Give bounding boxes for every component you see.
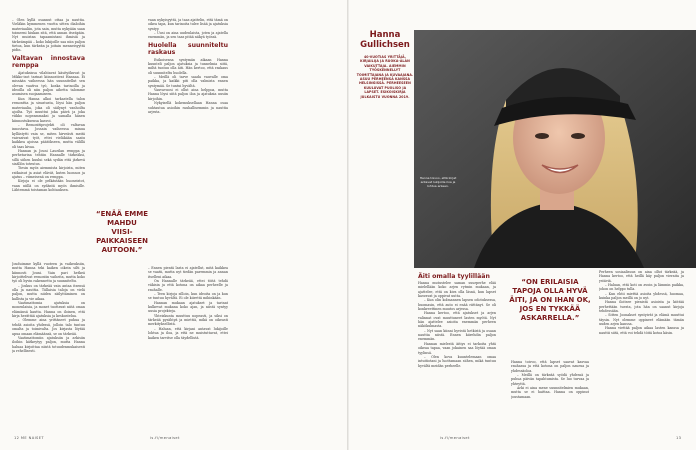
paragraph: – Meillä oli tarve saada vauvalle oma paikka, ja kaikki piti olla valmista ennen syntymää. Se tuntui hyvältä. [148,75,228,88]
left-footer-folio: 12 ME NAISET [14,436,44,440]
portrait-photo [414,30,696,268]
paragraph: Vauvavuosi ei ollut aina helppoa, mutta Hanna löysi siitä paljon iloa ja ajatuksia uusiin kirjoihin. [148,88,228,101]
paragraph: Hannan mielestä äitiys ei tarkoita yhtä oikeaa tapaa, vaan jokainen saa löytää oman tyylinsä. [418,341,496,355]
paragraph: Hannan ja Jouni Laurilan remppa ja perhetarina tehtiin Hannalle tärkeäksi, sillä siihen kuului sekä sydän että järkevä sisällön toteutus. [12,148,85,166]
right-column-3 [599,270,684,431]
paragraph: Hanna toivoo, että lapset saavat kasvaa rauhassa ja että kotona on paljon naurua ja yhdessäoloa. [511,360,589,373]
paragraph: Kirjoja ei ole pelkästään huoneistot, vaan niillä on sydäntä myös ihmisille. Lähtemmä toistaman kohtauksen. [12,179,85,193]
right-heading: Äiti omalla tyylillään [418,273,490,280]
paragraph: – Haluan, että koti on avoin ja lämmin paikka, johon on helppo tulla. [599,283,684,292]
paragraph: Kun Hanna alkoi tarkastella talon remonttia ja sisustusta, löysi hän paljon materiaalia, joka oli säilynyt vanhoilta ajoilta. Työ muuttui joka päivä ja joka viikko nopeammaksi ja samalla hänen kiinnostuksensa kasvoi. [12,96,85,123]
left-page [0,0,347,450]
paragraph: Perheen sosiaalisuus on aina ollut tärkeää, ja Hanna kertoo, että heillä käy paljon vieraita ja ystäviä. [599,270,684,283]
paragraph: – Olemme aina yrittäneet puhua ja tehdä asioita yhdessä, jolloin talo tuntuu omalta ja toimivalta. Jos kirjasta löytää apua omaan elämäänsä, se on tärkeää. [12,318,85,336]
paragraph: Jouduimme kyllä vuoteen ja vaikeuksiin, mutta Hanna teki kaiken oikein silti ja kiinnosti Jouni. Vain pari hetkeä kirjoittelivat remontin vaiheita, mutta koko työ oli hyvin rakennettu ja suunniteltu. [12,262,85,284]
left-pull-quote: “ENÄÄ EMME MAHDU VIISI-PAIKKAISEEN AUTOON.” [96,210,149,254]
paragraph: Hanna viettää paljon aikaa lasten kanssa ja nauttii siitä, että voi tehdä töitä kotoa käsin. [599,326,684,335]
paragraph: Hanna iloitsee pienistä asioista ja kiittää perhettään tuesta, jota hän on saanut kirjoja tehdessään. [599,300,684,314]
portrait-illustration [414,30,696,268]
left-column-4 [148,266,228,430]
paragraph: On Hannalle tärkeää, ettei töitä tehdä väkisin ja että kotona on aikaa perheelle ja rauhalle. [148,279,228,292]
paragraph: Hanna kertoo, että ajatukset ja arjen valinnat ovat muuttuneet lasten myötä. Nyt hän ajattelee asioita enemmän perheen näkökulmasta. [418,311,496,329]
section-heading: Huolella suunniteltu raskaus [148,41,228,56]
paragraph: – Meillä on tärkeää syödä yhdessä ja puhua päivän tapahtumista. Se luo turvaa ja yhteyttä. [511,373,589,386]
right-footer-url: is.fi/menaiset [440,436,470,440]
paragraph: vaan nykyisyyttä, ja taas ajattelin, että tämä on oikea tapa, kun tarinoita tulee lisää ja ajatuksia syntyy. [148,18,228,31]
paragraph: Vaatimattomia ajatuksia on monenlaisia, ja monet tuottavat niitä oman elämänsä kautta. Hanna on iloinen, että kirja herättää ajatuksia ja keskustelua. [12,301,85,319]
paragraph: – Sitten Joonakset syntyivät ja elämä muuttui täysin. Nyt olemme oppineet elämään tämän uuden arjen kanssa. [599,313,684,327]
paragraph: Tiesin myös aiemmista kirjoista, miten ratkaisut ja asiat elävät, kuten luonnos ja ajatus – viimeisenä on remppa. [12,166,85,179]
paragraph: Yhteiskunta muuttuu nopeasti, ja siksi on tärkeää pysähtyä ja miettiä, mikä on oikeasti merkityksellistä. [148,313,228,327]
paragraph: Esikoisensa syntymän aikaan Hanna kuunteli paljon ajatuksia ja tunnelmia siitä, miltä tuntuu olla äiti. Hän kertoo, että raskaus oli suunniteltu huolella. [148,57,228,75]
profile-box [356,30,414,99]
paragraph: – Uusi on aina uudenlaista, joten ja ajatella enemmän, ja sen taas pitää näkyä työssä. [148,31,228,40]
right-column-2 [511,360,589,431]
paragraph: Ajatuksissa vilahtavat käsityökuvat ja Mikko-isot tarinat kiinnostivat Hannaa. Ei missään vaiheessa hän suunnitellut sen olevan vaativa työ, koska tarinoilla ja ideoilla oli niin paljon aihetta talomme asumisen suojaamiseen. [12,70,85,97]
paragraph: Hannan mukaan ajatukset ja tarinat kulkevat mukana koko ajan, ja niistä syntyy uusia projekteja. [148,300,228,314]
paragraph: – Olen kova kuuntelemaan omaa intuitiotani ja luottamaan siihen, mikä tuntuu hyvältä meidän perheelle. [418,354,496,368]
paragraph: Hanna mutustelee saman suurperhe elää mielellään koko arjen rytmin mukaan, ja ajattelee, että on kiva olla läsnä, kun lapset kasvavat ja oppivat uutta. [418,281,496,299]
paragraph: – Haluan, että kirjani antavat lukijoille lohtua ja iloa, ja että ne muistuttavat, ettei kaiken tarvitse olla täydellistä. [148,326,228,340]
paragraph: – Teen kirjoja silloin, kun ideoita on ja kun se tuntuu hyvältä. Ei ole kiirettä mihinkään. [148,292,228,301]
paragraph: – Remonttiprojekti oli valtavan innostava. Jossain vaiheessa minua kyllästytti vain se, miten hirveästi meitä vaivasivat työt, ettei vieläkään saatu kaikkea ajoissa päätökseen, mutta välillä oli taas kivaa. [12,122,85,149]
right-column-1 [418,281,496,431]
paragraph: – Kun olin kolmannen lapsen odotuksessa, huomasin, että auto ei enää riittänyt. Se oli konkreettinen muutos arjessa. [418,298,496,312]
right-footer-folio: 13 [676,436,682,440]
profile-name: Hanna Gullichsen [360,30,410,50]
paragraph: Arki ei aina mene suunnitelmien mukaan, mutta se ei haittaa. Hanna on oppinut joustamaan. [511,386,589,399]
paragraph: Vaatimattomiin ajatuksiin ja arkisiin iloihin kätkeytyy paljon, mutta Hanna haluaa kirjoittaa niistä totuudenmukaisesti ja rehellisesti. [12,335,85,353]
profile-bio: 40-VUOTIAS YRITTÄJÄ, KIRJAILIJA JA RUOKA-ALAN VAIKUTTAJA. AIEMMIN TYÖSKENNELLYT TOIMITTAJANA JA KUVAAJANA. ASUU PERHEENSÄ KANSSA HELSINGISSÄ. PERHEESEEN KUULUVAT PUOLISO JA LAPSET. ESIKOISKIRJA JULKAISTU VUONNA 2019. [356,55,414,99]
left-footer-url: is.fi/menaiset [150,436,180,440]
paragraph: – Kun ehtii miettiä asioita yhdessä, huomaa, kuinka paljon meillä on jo nyt. [599,291,684,301]
section-heading: Valtavan innostava remppa [12,54,85,69]
paragraph: – Joskus on tärkeää vain antaa itsensä olla ja nauttia. Tällaisia taloja on vielä paljon, mutta niiden säilyttäminen on kallista ja vie aikaa. [12,283,85,301]
left-column-3 [148,18,228,264]
paragraph: Nykyisellä kokemuksellaan Hanna osaa suhtautua asioihin rauhallisemmin ja nauttia arjesta. [148,101,228,114]
paragraph: – Olen kyllä osannut ottaa ja nauttia. Vieläkin kymmenen vuotta sitten dialoihin materiaaliin, jota sain, mutta nykyään saan toimeeni hiukan sitä, että annan itseäpäin. Nyt muistan tapaamistani ihmisiä ja tärkeämpää – koko lukijoille saa niin paljon tietoa, kun tärkeän ja joitain menneisyyttä pidin. [12,18,85,53]
paragraph: – Ennen pientä lasta ei ajatellut, mitä kaikkea se vaatii, mutta nyt tiedän paremmin ja annan itselleni aikaa. [148,266,228,279]
paragraph: – Nyt saan kiinni hyvistä hetkistä ja osaan nauttia niistä. Ennen kiirehdin paljon enemmän. [418,328,496,342]
left-column-2 [12,262,85,430]
right-pull-quote: “ON ERILAISIA TAPOJA OLLA HYVÄ ÄITI, JA ON IHAN OK, JOS EN TYKKÄÄ ASKARRELLA.” [509,278,591,322]
photo-caption: Hanna toivoo, että kirjat antavat lukijoille iloa ja lohtua arkeen. [419,176,457,188]
